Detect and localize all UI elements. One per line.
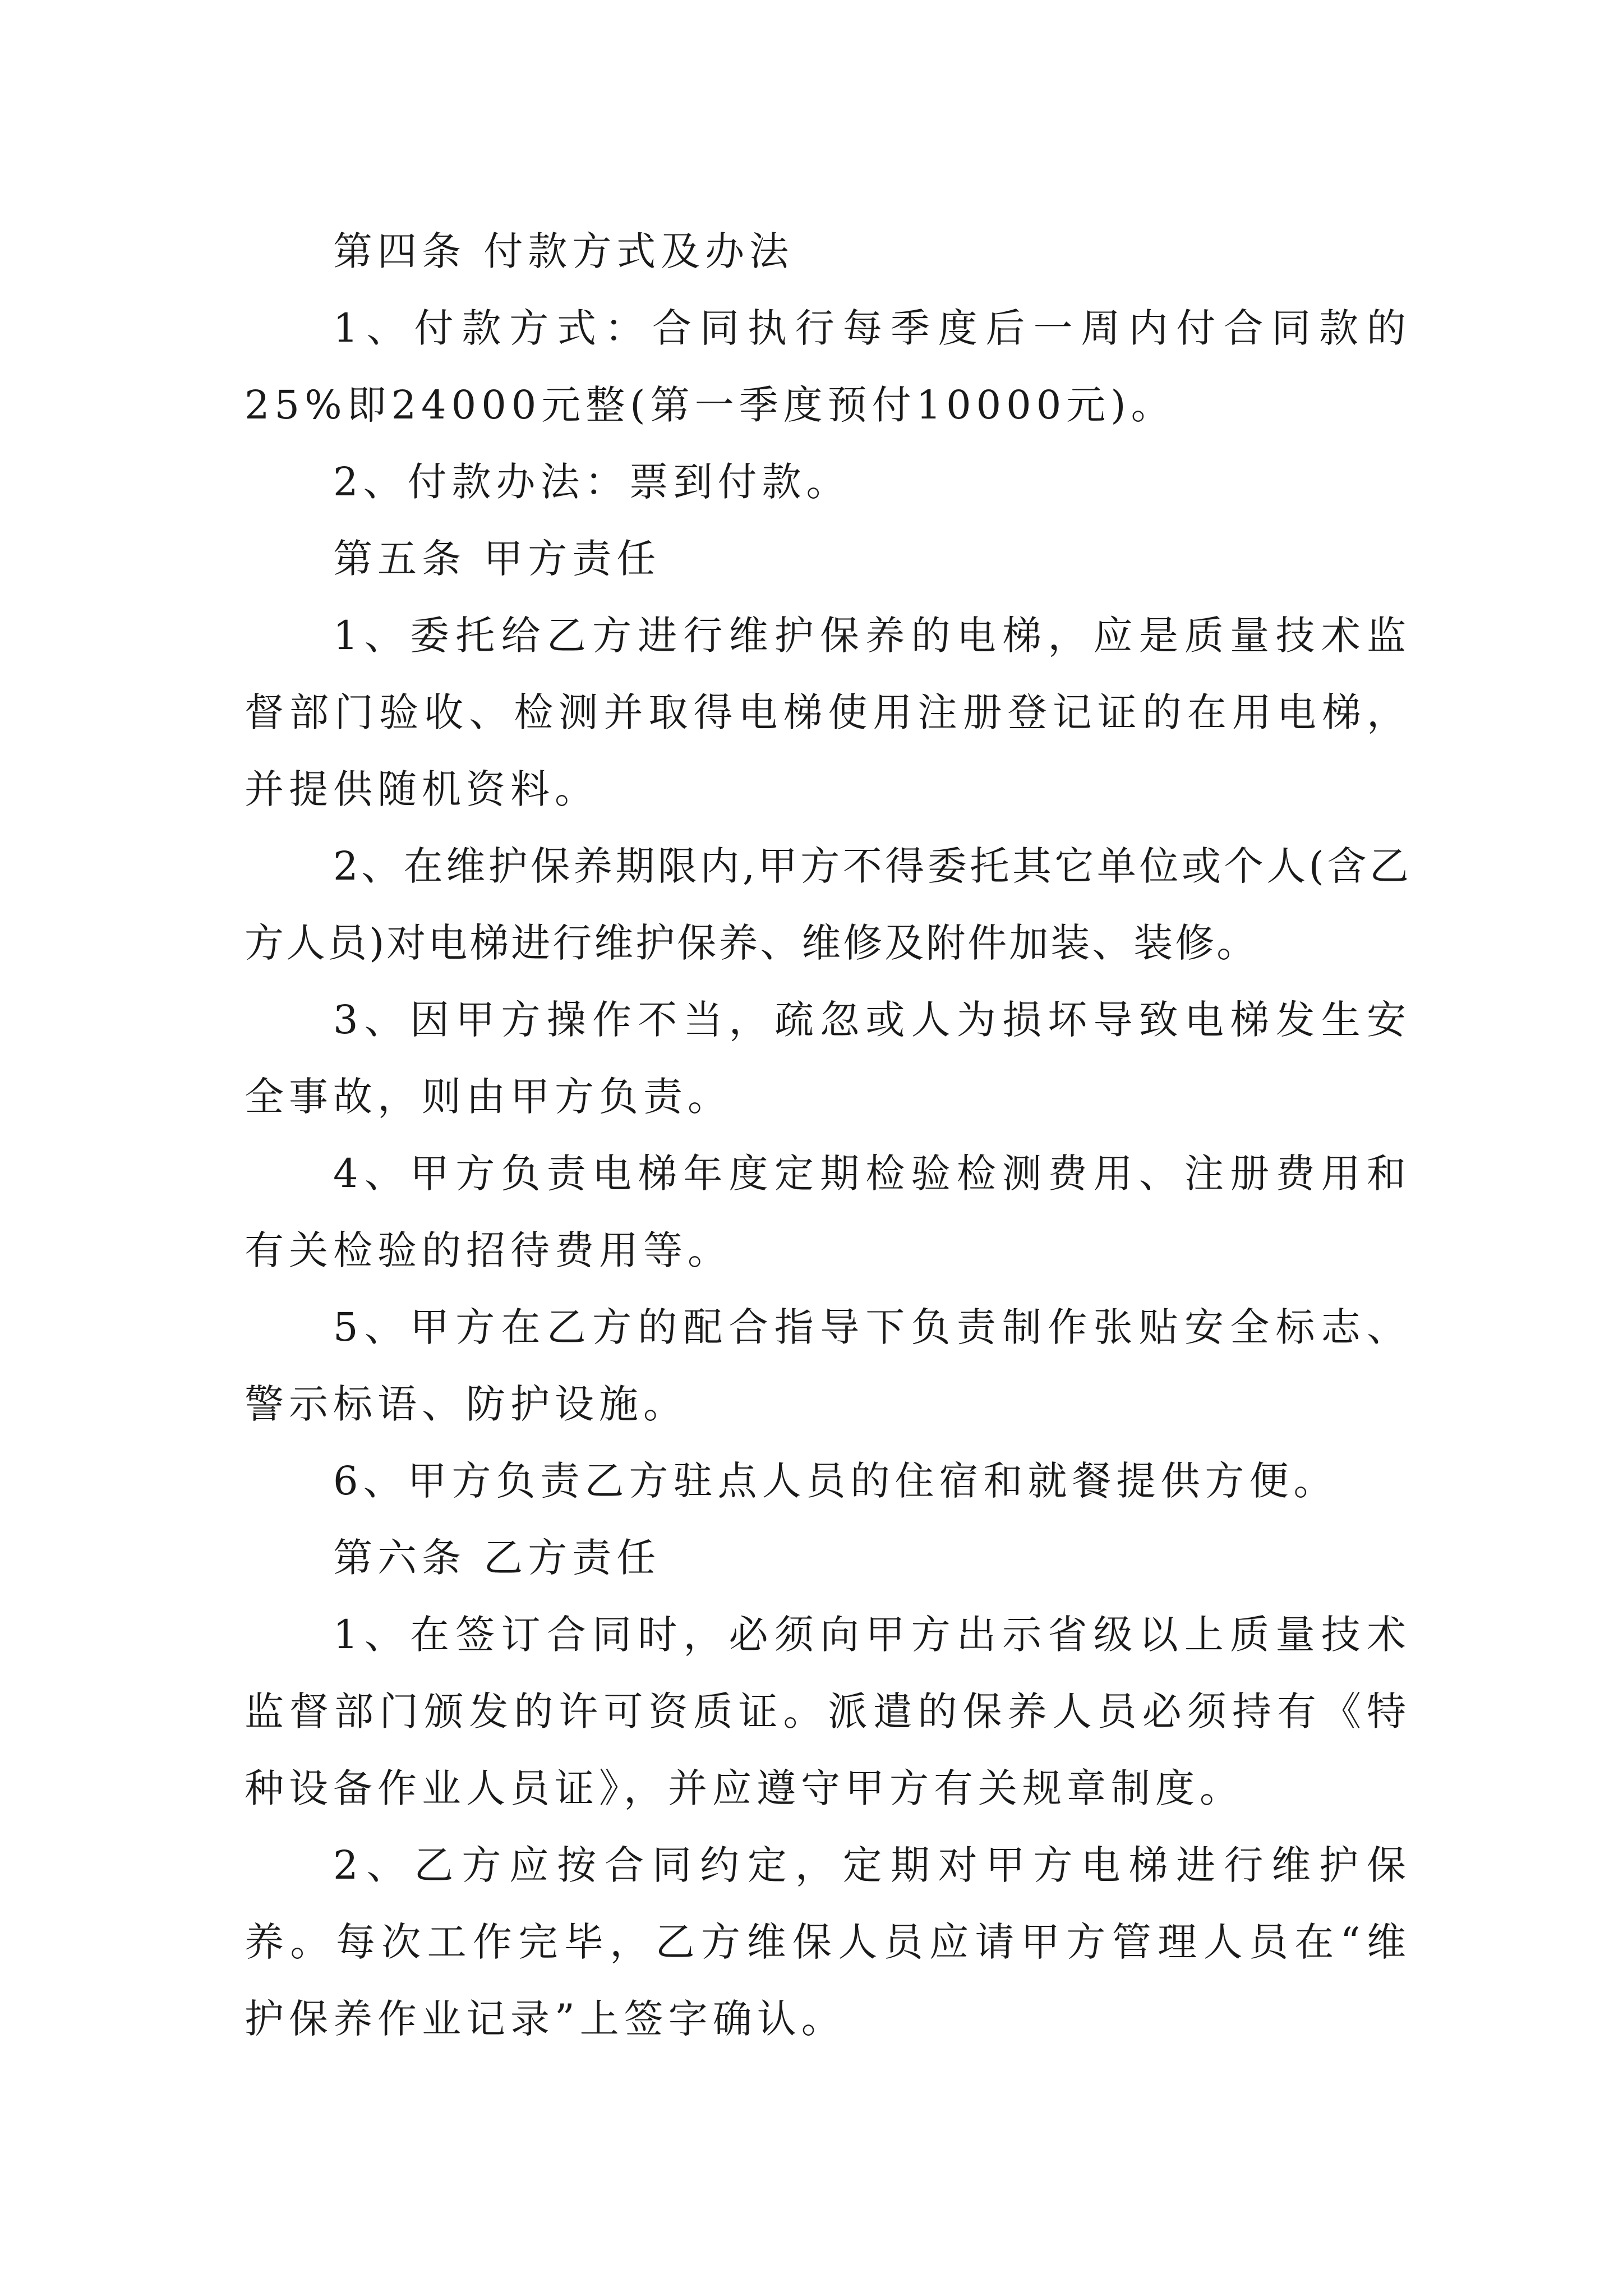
article-5-clause-2: 2、在维护保养期限内,甲方不得委托其它单位或个人(含乙方人员)对电梯进行维护保养、维修及附件加装、装修。 xyxy=(245,843,1411,966)
article-4-clause-1: 1、付款方式：合同执行每季度后一周内付合同款的25%即24000元整(第一季度预付10000元)。 xyxy=(245,305,1411,428)
article-6-clause-2: 2、乙方应按合同约定，定期对甲方电梯进行维护保养。每次工作完毕，乙方维保人员应请甲方管理人员在“维护保养作业记录”上签字确认。 xyxy=(245,1842,1411,2042)
article-5-heading: 第五条 甲方责任 xyxy=(333,536,661,582)
article-6-heading: 第六条 乙方责任 xyxy=(333,1535,661,1581)
article-5-clause-1: 1、委托给乙方进行维护保养的电梯，应是质量技术监督部门验收、检测并取得电梯使用注册登记证的在用电梯，并提供随机资料。 xyxy=(245,613,1411,812)
article-5-clause-6: 6、甲方负责乙方驻点人员的住宿和就餐提供方便。 xyxy=(333,1458,1338,1504)
document-body xyxy=(245,213,1411,2058)
article-6-clause-1: 1、在签订合同时，必须向甲方出示省级以上质量技术监督部门颁发的许可资质证。派遣的保养人员必须持有《特种设备作业人员证》，并应遵守甲方有关规章制度。 xyxy=(245,1612,1411,1811)
article-5-clause-4: 4、甲方负责电梯年度定期检验检测费用、注册费用和有关检验的招待费用等。 xyxy=(245,1151,1411,1273)
article-5-clause-5: 5、甲方在乙方的配合指导下负责制作张贴安全标志、警示标语、防护设施。 xyxy=(245,1304,1411,1427)
article-4-clause-2: 2、付款办法：票到付款。 xyxy=(333,459,851,505)
article-4-heading: 第四条 付款方式及办法 xyxy=(333,228,794,274)
article-5-clause-3: 3、因甲方操作不当，疏忽或人为损坏导致电梯发生安全事故，则由甲方负责。 xyxy=(245,997,1411,1120)
